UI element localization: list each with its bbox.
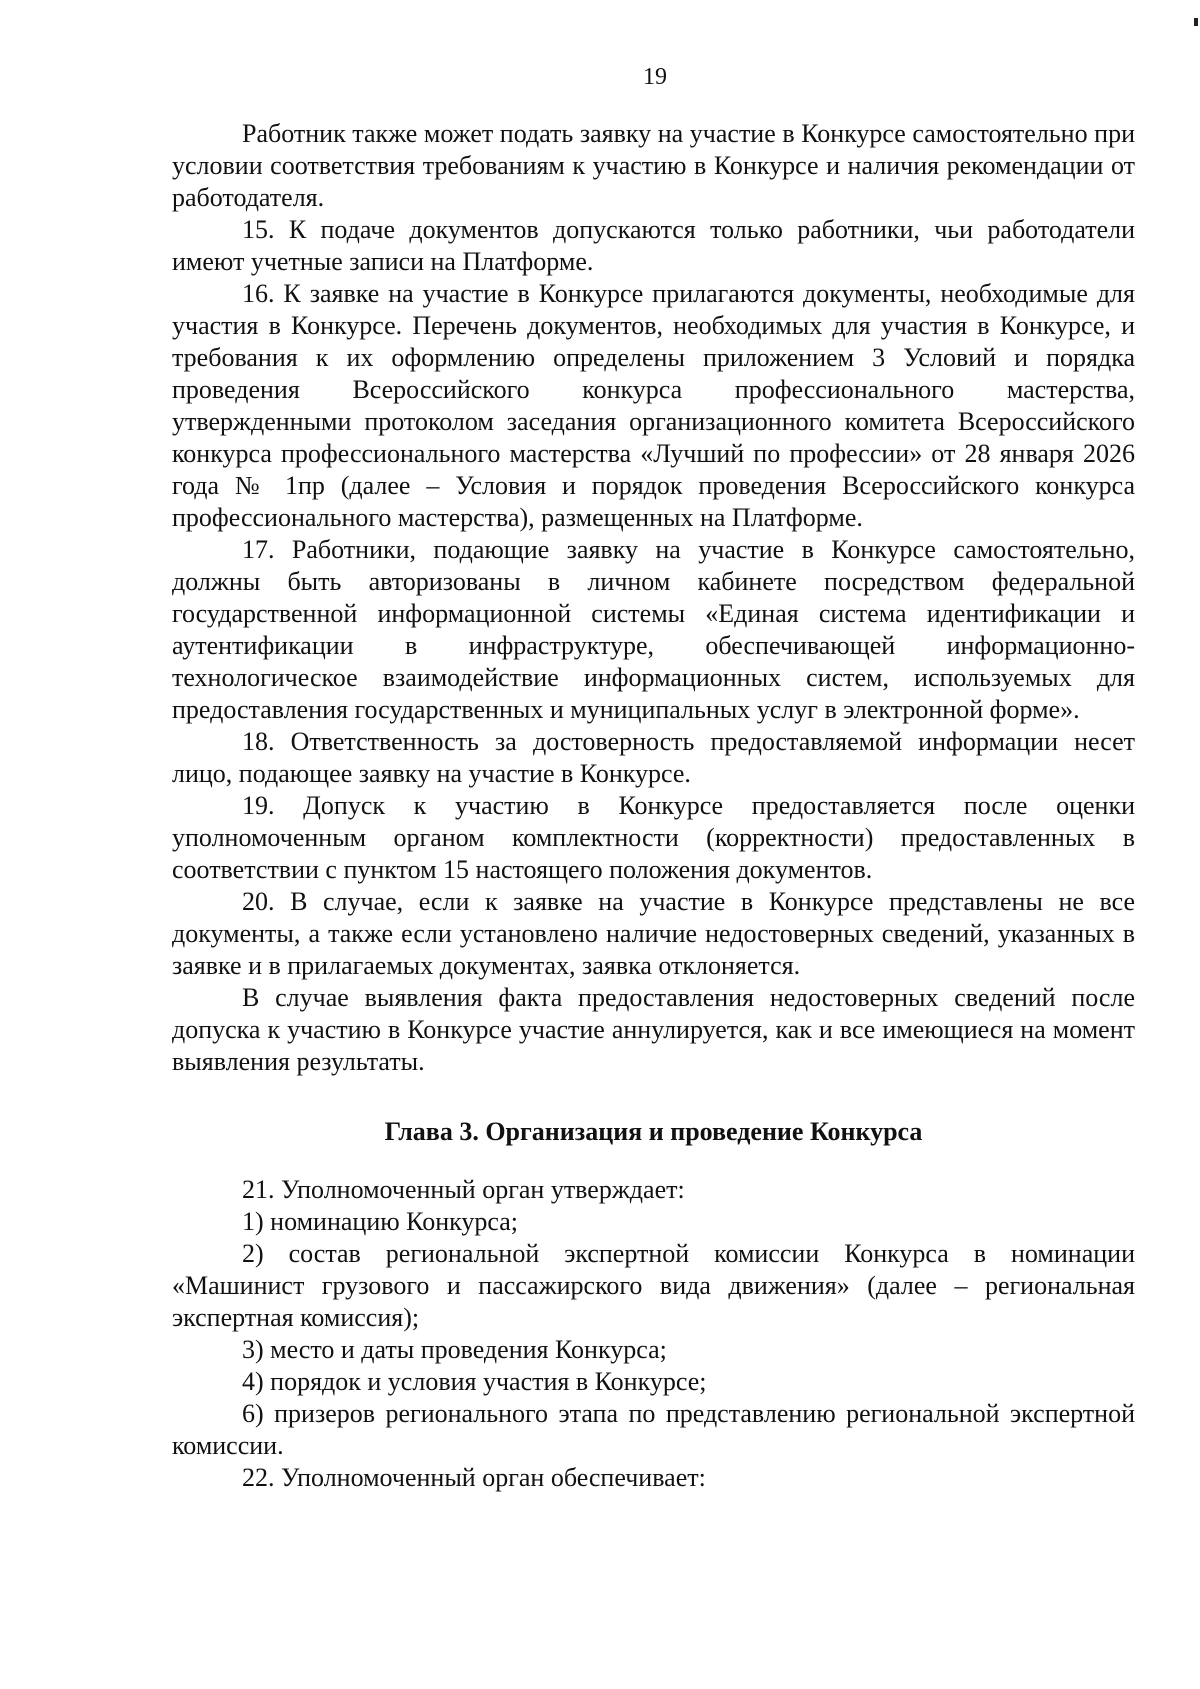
list-item-2: 2) состав региональной экспертной комиссии Конкурса в номинации «Машинист грузового и пассажирского вида движения» (далее – региональная экспертная комиссия); xyxy=(172,1239,1135,1332)
paragraph-item-15: 15. К подаче документов допускаются только работники, чьи работодатели имеют учетные записи на Платформе. xyxy=(172,215,1135,276)
list-item-6: 6) призеров регионального этапа по представлению региональной экспертной комиссии. xyxy=(172,1399,1135,1460)
page-number: 19 xyxy=(643,64,667,90)
list-item-1: 1) номинацию Конкурса; xyxy=(242,1207,518,1236)
paragraph-item-20: 20. В случае, если к заявке на участие в Конкурсе представлены не все документы, а также если установлено наличие недостоверных сведений, указанных в заявке и в прилагаемых документах, заявка отклоняется. xyxy=(172,887,1135,980)
paragraph-item-21: 21. Уполномоченный орган утверждает: xyxy=(242,1175,685,1204)
paragraph-item-19: 19. Допуск к участию в Конкурсе предоставляется после оценки уполномоченным органом комплектности (корректности) предоставленных в соответствии с пунктом 15 настоящего положения документов. xyxy=(172,791,1135,884)
section-spacer xyxy=(172,1078,1135,1104)
paragraph-item-16: 16. К заявке на участие в Конкурсе прилагаются документы, необходимые для участия в Конкурсе. Перечень документов, необходимых для участия в Конкурсе, и требования к их оформлению определены приложением 3 Условий и порядка проведения Всероссийского конкурса профессионального мастерства, утвержденными протоколом заседания организационного комитета Всероссийского конкурса профессионального мастерства «Лучший по профессии» от 28 января 2026 года № 1пр (далее – Условия и порядок проведения Всероссийского конкурса профессионального мастерства), размещенных на Платформе. xyxy=(172,279,1135,532)
paragraph-item-22: 22. Уполномоченный орган обеспечивает: xyxy=(242,1463,706,1492)
chapter-heading: Глава 3. Организация и проведение Конкурса xyxy=(384,1117,923,1146)
scan-artifact-mark xyxy=(1194,18,1198,26)
list-item-3: 3) место и даты проведения Конкурса; xyxy=(242,1335,667,1364)
paragraph-item-18: 18. Ответственность за достоверность предоставляемой информации несет лицо, подающее заявку на участие в Конкурсе. xyxy=(172,727,1135,788)
list-item-4: 4) порядок и условия участия в Конкурсе; xyxy=(242,1367,707,1396)
paragraph-item-17: 17. Работники, подающие заявку на участие в Конкурсе самостоятельно, должны быть авторизованы в личном кабинете посредством федеральной государственной информационной системы «Единая система идентификации и аутентификации в инфраструктуре, обеспечивающей информационно-технологическое взаимодействие информационных систем, используемых для предоставления государственных и муниципальных услуг в электронной форме». xyxy=(172,535,1135,724)
paragraph-false-info: В случае выявления факта предоставления недостоверных сведений после допуска к участию в Конкурсе участие аннулируется, как и все имеющиеся на момент выявления результаты. xyxy=(172,983,1135,1076)
section-spacer xyxy=(172,1148,1135,1174)
document-body xyxy=(172,118,1135,1494)
paragraph-worker-self-application: Работник также может подать заявку на участие в Конкурсе самостоятельно при условии соответствия требованиям к участию в Конкурсе и наличия рекомендации от работодателя. xyxy=(172,119,1135,212)
